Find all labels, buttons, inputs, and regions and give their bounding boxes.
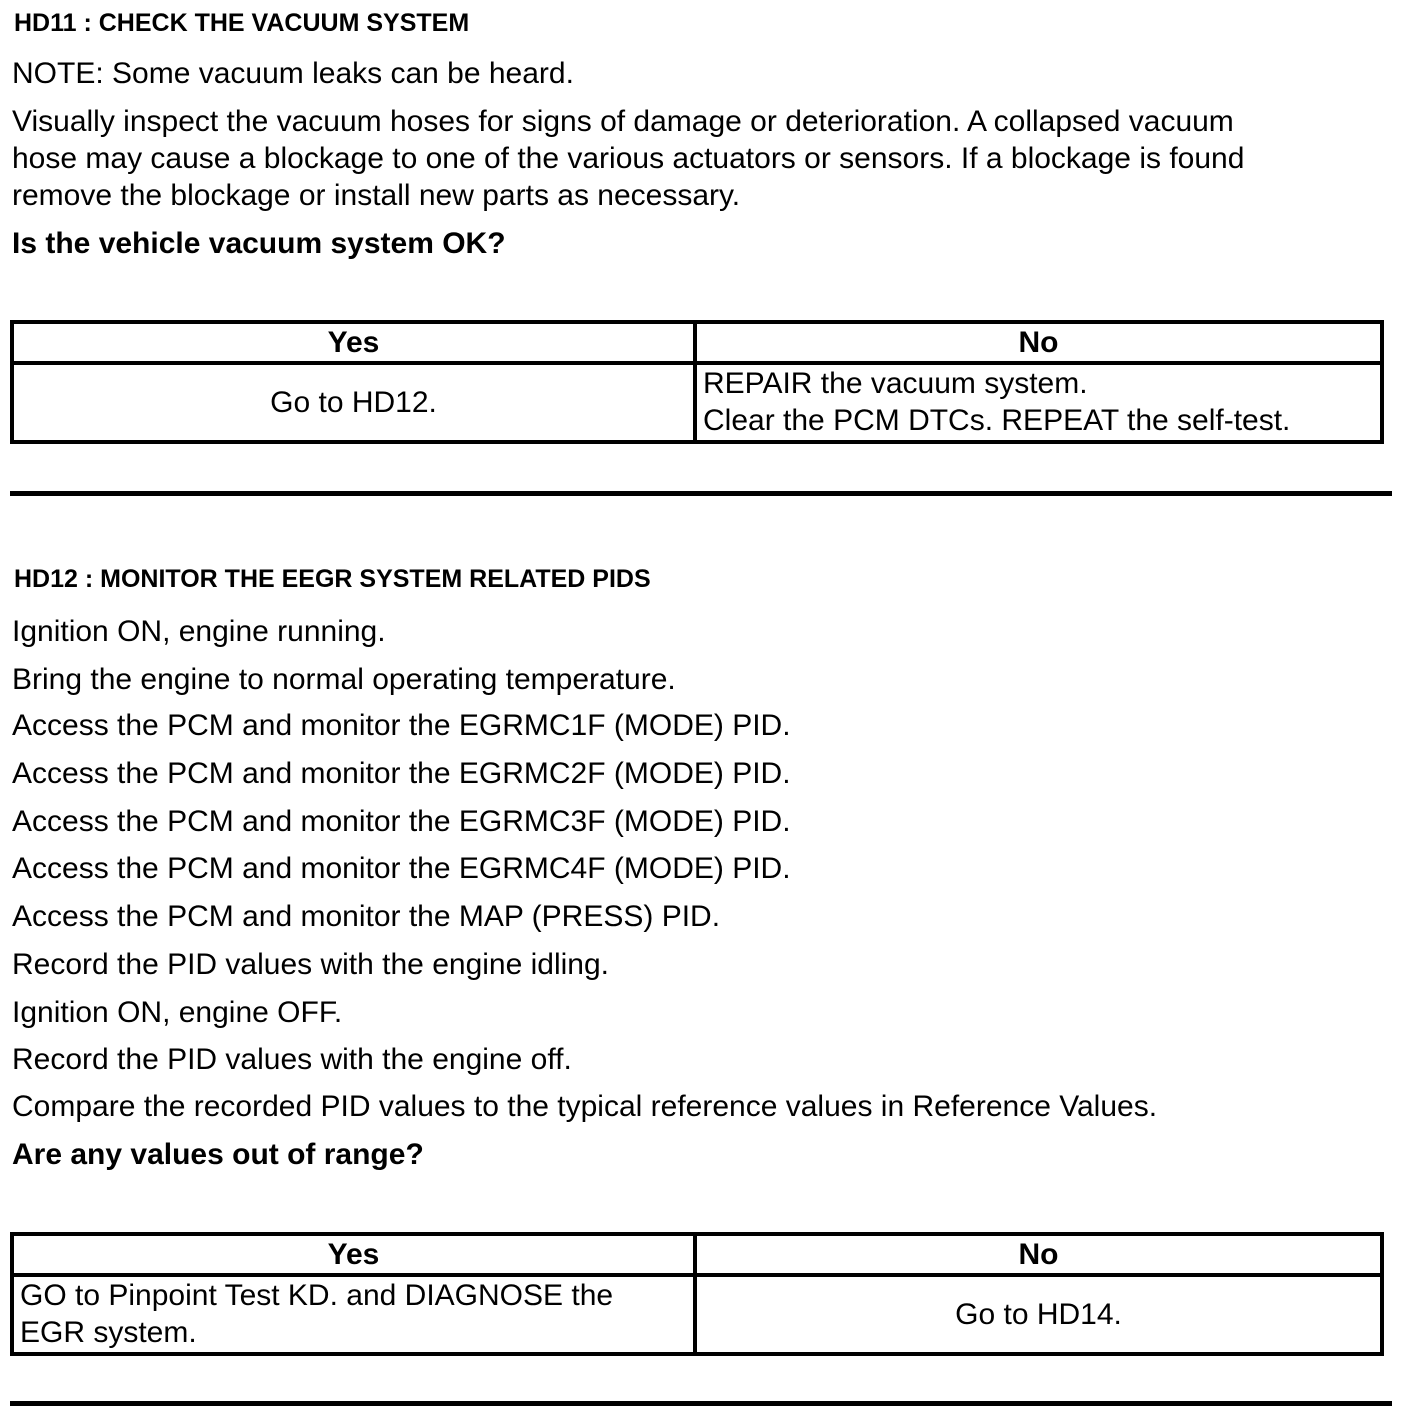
no-header: No (695, 322, 1382, 363)
no-action-line: Clear the PCM DTCs. REPEAT the self-test. (703, 404, 1291, 437)
hd12-step: Access the PCM and monitor the EGRMC4F (MODE) PID. (12, 852, 791, 885)
hd12-step: Compare the recorded PID values to the typical reference values in Reference Values. (12, 1090, 1158, 1123)
no-action-line: REPAIR the vacuum system. (703, 367, 1088, 400)
hd11-paragraph-line: remove the blockage or install new parts as necessary. (12, 179, 741, 212)
hd11-decision-table (10, 320, 1384, 444)
hd12-step: Access the PCM and monitor the MAP (PRESS) PID. (12, 900, 721, 933)
yes-action-line: EGR system. (20, 1316, 197, 1349)
hd12-step: Bring the engine to normal operating temperature. (12, 663, 676, 696)
hd11-paragraph-line: Visually inspect the vacuum hoses for signs of damage or deterioration. A collapsed vacuum (12, 105, 1234, 138)
hd11-question: Is the vehicle vacuum system OK? (12, 227, 506, 260)
hd12-step: Ignition ON, engine OFF. (12, 996, 343, 1029)
hd11-paragraph-line: hose may cause a blockage to one of the various actuators or sensors. If a blockage is found (12, 142, 1245, 175)
yes-header: Yes (12, 1234, 695, 1275)
yes-action (12, 1275, 695, 1354)
section-divider (10, 491, 1392, 496)
hd12-step: Ignition ON, engine running. (12, 615, 386, 648)
hd12-step: Access the PCM and monitor the EGRMC3F (MODE) PID. (12, 805, 791, 838)
hd12-step: Access the PCM and monitor the EGRMC1F (MODE) PID. (12, 709, 791, 742)
no-header: No (695, 1234, 1382, 1275)
yes-header: Yes (12, 322, 695, 363)
hd12-question: Are any values out of range? (12, 1138, 424, 1171)
no-action: Go to HD14. (695, 1275, 1382, 1354)
section-divider (10, 1401, 1392, 1406)
hd12-step: Access the PCM and monitor the EGRMC2F (MODE) PID. (12, 757, 791, 790)
hd12-decision-table (10, 1232, 1384, 1356)
yes-action: Go to HD12. (12, 363, 695, 442)
hd11-note: NOTE: Some vacuum leaks can be heard. (12, 57, 574, 90)
hd11-heading: HD11 : CHECK THE VACUUM SYSTEM (14, 9, 470, 37)
hd12-heading: HD12 : MONITOR THE EEGR SYSTEM RELATED PIDS (14, 565, 651, 593)
no-action (695, 363, 1382, 442)
yes-action-line: GO to Pinpoint Test KD. and DIAGNOSE the (20, 1279, 614, 1312)
hd12-step: Record the PID values with the engine idling. (12, 948, 610, 981)
hd12-step: Record the PID values with the engine off. (12, 1043, 572, 1076)
